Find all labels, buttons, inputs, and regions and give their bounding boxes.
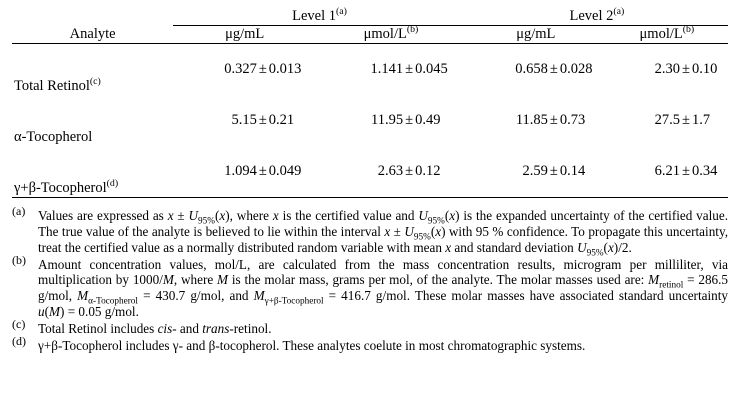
text-fragment: ± bbox=[173, 208, 189, 223]
plus-minus-sign: ± bbox=[405, 61, 414, 77]
plus-minus-sign: ± bbox=[405, 112, 414, 128]
uncertainty: 0.21 bbox=[268, 112, 295, 128]
units-header-row bbox=[12, 26, 728, 44]
text-fragment: The molar masses used are: bbox=[496, 272, 645, 288]
value: 1.094 bbox=[224, 163, 257, 179]
text-fragment: is the molar mass, grams per mol, of the analyte. bbox=[228, 272, 493, 288]
analyte-name-cell bbox=[12, 44, 173, 96]
unit-footnote-marker: (b) bbox=[406, 24, 419, 36]
italic-U: U bbox=[188, 208, 199, 223]
italic-u: u bbox=[38, 304, 45, 320]
value: 11.95 bbox=[371, 112, 404, 128]
text-fragment: Total Retinol includes bbox=[38, 320, 158, 336]
italic-x: x bbox=[445, 239, 452, 255]
text-fragment: ( bbox=[44, 304, 49, 320]
subscript: 95% bbox=[427, 215, 445, 226]
value: 2.59 bbox=[522, 163, 548, 179]
table-row bbox=[12, 146, 728, 198]
level-header-row bbox=[12, 8, 728, 26]
plus-minus-sign: ± bbox=[549, 112, 558, 128]
footnote-marker-label: (c) bbox=[12, 316, 26, 331]
value: 11.85 bbox=[515, 112, 548, 128]
italic-M: M bbox=[49, 304, 60, 320]
footnote-marker-label: (b) bbox=[12, 252, 26, 267]
text-fragment: ( bbox=[603, 239, 608, 255]
uncertainty: 0.73 bbox=[559, 112, 586, 128]
table-row bbox=[12, 44, 728, 96]
uncertainty: 0.045 bbox=[415, 61, 448, 77]
plus-minus-sign: ± bbox=[682, 61, 690, 77]
unit-header-1a bbox=[173, 26, 316, 44]
empty-corner-cell bbox=[12, 8, 173, 26]
italic-x: x bbox=[167, 208, 174, 223]
uncertainty: 0.10 bbox=[691, 61, 718, 77]
value-cell bbox=[466, 146, 606, 198]
analyte-name-cell bbox=[12, 95, 173, 146]
level-1-header bbox=[173, 8, 466, 26]
text-fragment: and standard deviation bbox=[451, 239, 578, 255]
subscript: α-Tocopherol bbox=[88, 295, 138, 306]
level-1-label: Level 1 bbox=[292, 8, 337, 24]
value: 1.141 bbox=[370, 61, 404, 77]
value-cell bbox=[606, 146, 728, 198]
value-cell bbox=[173, 146, 316, 198]
value-cell bbox=[316, 146, 466, 198]
uncertainty: 0.14 bbox=[559, 163, 586, 179]
value: 0.327 bbox=[224, 61, 257, 77]
text-fragment: ) = 0.05 g/mol. bbox=[60, 304, 139, 320]
text-fragment: ), where bbox=[225, 208, 273, 223]
footnotes-section bbox=[12, 204, 729, 354]
unit-label: μg/mL bbox=[225, 26, 265, 42]
unit-header-1b bbox=[316, 26, 466, 44]
footnote-d bbox=[12, 333, 728, 354]
value: 27.5 bbox=[654, 112, 680, 128]
uncertainty: 1.7 bbox=[691, 112, 711, 128]
analyte-footnote-marker: (c) bbox=[89, 76, 101, 88]
value-cell bbox=[466, 44, 606, 96]
value: 0.658 bbox=[515, 61, 548, 77]
uncertainty: 0.49 bbox=[415, 112, 441, 128]
unit-label: μmol/L bbox=[363, 26, 407, 42]
footnote-a bbox=[12, 204, 729, 258]
text-fragment: systems. bbox=[540, 337, 586, 353]
italic-M: M bbox=[162, 272, 174, 288]
analyte-name: γ+β-Tocopherol bbox=[14, 180, 107, 196]
italic-U: U bbox=[577, 239, 587, 255]
text-fragment: , where bbox=[173, 272, 218, 288]
uncertainty: 0.013 bbox=[268, 61, 302, 77]
text-fragment: ± bbox=[390, 223, 405, 239]
analyte-name: Total Retinol bbox=[14, 78, 90, 94]
value-cell bbox=[173, 44, 316, 96]
text-fragment: = 430.7 g/mol, and bbox=[138, 288, 249, 304]
certificate-table-page bbox=[0, 8, 743, 410]
footnote-c bbox=[12, 316, 728, 337]
italic-U: U bbox=[418, 208, 428, 223]
italic-trans: trans- bbox=[202, 320, 234, 336]
subscript: 95% bbox=[586, 247, 604, 258]
unit-label: μmol/L bbox=[639, 26, 683, 42]
italic-x: x bbox=[272, 208, 279, 223]
italic-M: M bbox=[77, 288, 89, 304]
italic-M: M bbox=[253, 288, 265, 304]
text-fragment: ( bbox=[430, 223, 436, 239]
value: 2.63 bbox=[377, 163, 404, 179]
plus-minus-sign: ± bbox=[405, 163, 414, 179]
analyte-values-table bbox=[12, 8, 728, 198]
value: 5.15 bbox=[231, 112, 257, 128]
value-cell bbox=[316, 95, 466, 146]
footnote-text bbox=[38, 208, 728, 256]
text-fragment: Values are expressed as bbox=[38, 208, 168, 223]
level-2-footnote-marker: (a) bbox=[613, 6, 625, 18]
text-fragment: uncertainty of the certified value. The true value of the analyte is believed to lie within the interval bbox=[38, 208, 729, 239]
text-fragment: and bbox=[176, 320, 203, 336]
analyte-column-header: Analyte bbox=[12, 26, 173, 44]
plus-minus-sign: ± bbox=[549, 61, 558, 77]
value-cell bbox=[606, 44, 728, 96]
italic-M: M bbox=[217, 272, 229, 288]
plus-minus-sign: ± bbox=[258, 61, 267, 77]
uncertainty: 0.12 bbox=[415, 163, 441, 179]
text-fragment: γ+β-Tocopherol includes γ- and β-tocopherol. These analytes coelute in most chromatographic bbox=[38, 337, 537, 353]
analyte-footnote-marker: (d) bbox=[106, 178, 119, 190]
analyte-name: α-Tocopherol bbox=[14, 129, 93, 145]
plus-minus-sign: ± bbox=[682, 163, 690, 179]
unit-header-2b bbox=[606, 26, 728, 44]
value-cell bbox=[606, 95, 728, 146]
italic-M: M bbox=[648, 272, 660, 288]
italic-cis: cis- bbox=[157, 320, 177, 336]
italic-x: x bbox=[435, 223, 442, 239]
text-fragment: ( bbox=[444, 208, 450, 223]
subscript: 95% bbox=[198, 215, 215, 226]
text-fragment: per milliliter, via multiplication by 1000/ bbox=[38, 256, 729, 288]
value: 6.21 bbox=[654, 163, 680, 179]
plus-minus-sign: ± bbox=[682, 112, 690, 128]
italic-x: x bbox=[607, 239, 614, 255]
footnote-marker bbox=[12, 333, 38, 353]
footnote-marker bbox=[12, 204, 38, 223]
level-2-header bbox=[466, 8, 728, 26]
value: 2.30 bbox=[654, 61, 680, 77]
subscript: 95% bbox=[413, 231, 431, 242]
unit-label: μg/mL bbox=[516, 26, 556, 42]
value-cell bbox=[466, 95, 606, 146]
footnote-text bbox=[38, 338, 728, 354]
table-row bbox=[12, 95, 728, 146]
text-fragment: retinol. bbox=[233, 320, 272, 336]
unit-footnote-marker: (b) bbox=[682, 24, 695, 36]
footnote-marker-label: (a) bbox=[12, 204, 26, 218]
text-fragment: )/2. bbox=[613, 239, 632, 255]
plus-minus-sign: ± bbox=[258, 112, 267, 128]
footnote-marker-label: (d) bbox=[12, 333, 26, 348]
footnote-text bbox=[38, 321, 728, 337]
plus-minus-sign: ± bbox=[258, 163, 267, 179]
level-1-footnote-marker: (a) bbox=[336, 6, 347, 18]
text-fragment: is the certified value and bbox=[278, 208, 419, 223]
subscript: γ+β-Tocopherol bbox=[264, 295, 324, 306]
uncertainty: 0.028 bbox=[559, 61, 593, 77]
level-2-label: Level 2 bbox=[569, 8, 614, 24]
italic-x: x bbox=[449, 208, 456, 223]
plus-minus-sign: ± bbox=[549, 163, 558, 179]
value-cell bbox=[173, 95, 316, 146]
italic-U: U bbox=[404, 223, 414, 239]
text-fragment: ) with 95 % confidence. To propagate this uncertainty, treat the certified value as a normally bbox=[38, 223, 728, 255]
analyte-name-cell bbox=[12, 146, 173, 198]
text-fragment: distributed random variable with mean bbox=[237, 239, 446, 255]
text-fragment: = 286.5 g/mol, bbox=[38, 272, 729, 304]
text-fragment: Amount concentration values, mol/L, are calculated from the mass concentration results, microgram bbox=[38, 256, 622, 272]
text-fragment: ( bbox=[214, 208, 220, 223]
italic-x: x bbox=[384, 223, 391, 239]
uncertainty: 0.049 bbox=[268, 163, 302, 179]
uncertainty: 0.34 bbox=[691, 163, 718, 179]
value-cell bbox=[316, 44, 466, 96]
text-fragment: = 416.7 g/mol. These molar masses have associated standard uncertainty bbox=[323, 288, 728, 304]
unit-header-2a bbox=[466, 26, 606, 44]
footnote-text bbox=[38, 257, 728, 320]
italic-x: x bbox=[219, 208, 226, 223]
footnote-marker bbox=[12, 252, 38, 272]
subscript: retinol bbox=[659, 280, 684, 291]
text-fragment: ) is the expanded bbox=[455, 208, 547, 223]
